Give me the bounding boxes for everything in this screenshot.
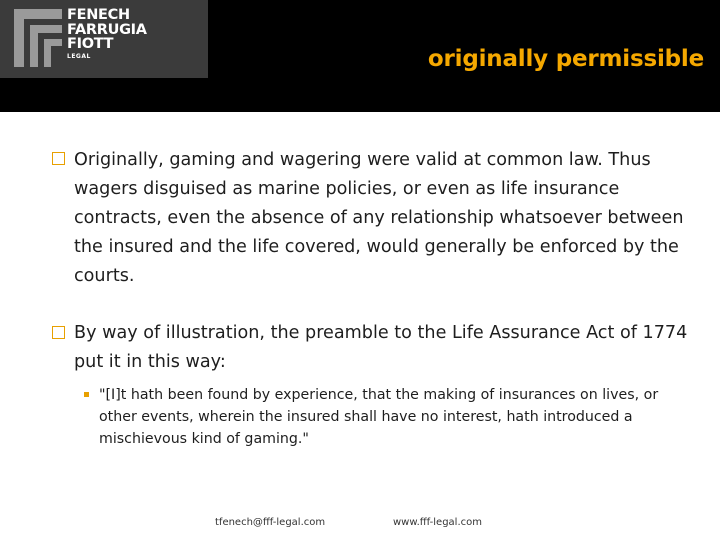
bullet-box-icon	[52, 152, 65, 165]
logo-mark-icon	[14, 9, 62, 67]
bullet-text-1: Originally, gaming and wagering were valid at common law. Thus wagers disguised as marine policies, or even as life insurance contracts, even the absence of any relationship whatsoever between the insured and the life covered, would generally be enforced by the courts.	[74, 150, 684, 286]
logo-line-3: FIOTT	[67, 36, 114, 52]
logo-line-2: FARRUGIA	[67, 21, 147, 38]
footer-email: tfenech@fff-legal.com	[215, 517, 326, 528]
bullet-text-2: By way of illustration, the preamble to the Life Assurance Act of 1774 put it in this way:	[74, 323, 688, 372]
bullet-box-icon	[52, 326, 65, 339]
sub-bullet-square-icon	[84, 392, 89, 397]
company-logo	[0, 0, 208, 78]
header-bar	[0, 0, 720, 112]
logo-wordmark	[67, 8, 147, 61]
logo-legal-label: LEGAL	[67, 52, 91, 60]
logo-line-1: FENECH	[67, 7, 130, 23]
footer-website: www.fff-legal.com	[393, 517, 482, 528]
slide-title: originally permissible	[427, 46, 704, 72]
sub-bullet-quote: "[I]t hath been found by experience, that the making of insurances on lives, or other events, wherein the insured shall have no interest, hath introduced a mischievous kind of gaming."	[99, 387, 659, 447]
